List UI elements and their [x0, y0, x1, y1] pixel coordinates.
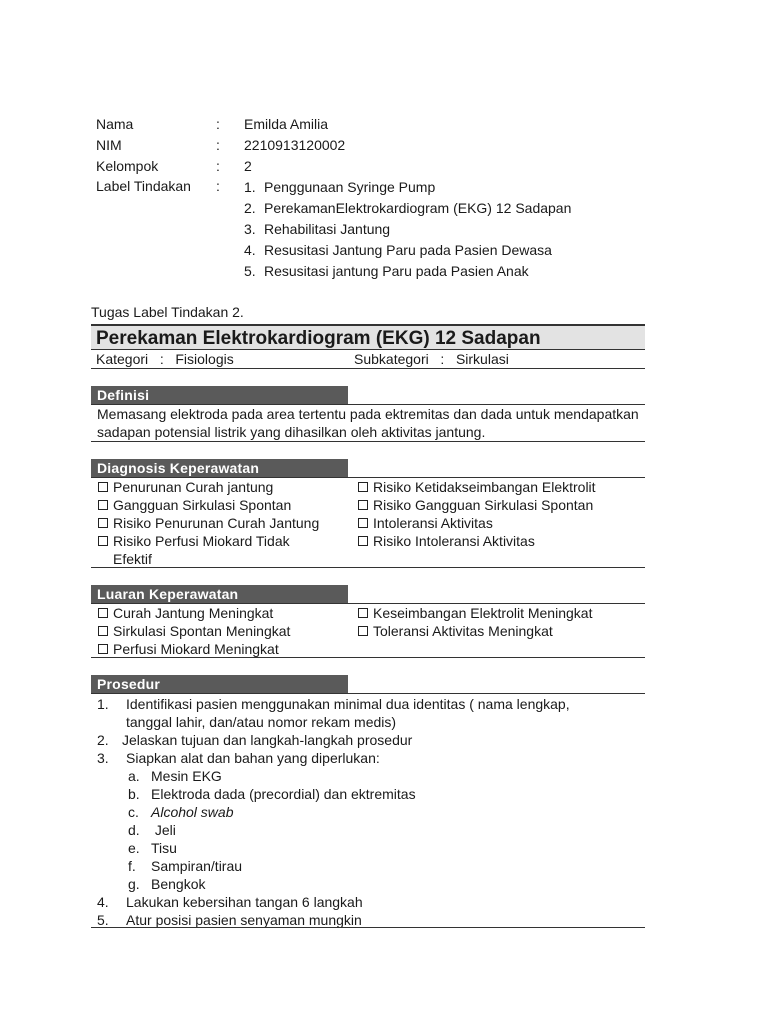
list-number: 1.: [244, 178, 256, 195]
list-item: [244, 197, 656, 218]
name-label: Nama: [96, 115, 134, 132]
procedure-steps: [97, 695, 642, 929]
checkbox-icon: [98, 536, 108, 546]
material-item: [97, 857, 642, 875]
step-number: 2.: [97, 732, 109, 748]
list-text: Resusitasi Jantung Paru pada Pasien Dewasa: [264, 241, 552, 258]
checklist-text: Risiko Gangguan Sirkulasi Spontan: [373, 497, 594, 513]
checklist-item: [97, 622, 357, 640]
checklist-text: Perfusi Miokard Meningkat: [113, 641, 279, 657]
checkbox-icon: [98, 500, 108, 510]
name-value: Emilda Amilia: [244, 115, 329, 132]
student-info: [96, 113, 656, 281]
list-number: 5.: [244, 262, 256, 279]
procedure-title: Perekaman Elektrokardiogram (EKG) 12 Sadapan: [91, 324, 645, 350]
luaran-checklist: [97, 604, 642, 658]
step-text: Siapkan alat dan bahan yang diperlukan:: [126, 750, 380, 766]
list-item: [244, 218, 656, 239]
procedure-step: [97, 731, 642, 749]
nim-row: [96, 134, 656, 155]
list-text: Resusitasi jantung Paru pada Pasien Anak: [264, 262, 529, 279]
actions-row: [96, 176, 656, 281]
list-item: [244, 176, 656, 197]
checkbox-icon: [98, 608, 108, 618]
checklist-text: Risiko Ketidakseimbangan Elektrolit: [373, 479, 596, 495]
material-item: [97, 803, 642, 821]
step-number: 1.: [97, 696, 109, 712]
list-number: 2.: [244, 199, 256, 216]
item-letter: c.: [128, 804, 139, 820]
checkbox-icon: [358, 626, 368, 636]
list-text: Rehabilitasi Jantung: [264, 220, 391, 237]
step-number: 3.: [97, 750, 109, 766]
divider: [91, 657, 645, 658]
list-item: [244, 239, 656, 260]
checkbox-icon: [358, 536, 368, 546]
checkbox-icon: [98, 626, 108, 636]
checklist-item: [97, 532, 357, 568]
item-text: Mesin EKG: [151, 768, 222, 784]
item-text: Elektroda dada (precordial) dan ektremitas: [151, 786, 416, 802]
step-text: Identifikasi pasien menggunakan minimal dua identitas ( nama lengkap, tanggal lahir, dan/atau nomor rekam medis): [126, 696, 570, 730]
list-item: [244, 260, 656, 281]
colon: :: [216, 178, 220, 194]
divider: [91, 927, 645, 928]
checkbox-icon: [98, 518, 108, 528]
checklist-text: Toleransi Aktivitas Meningkat: [373, 623, 553, 639]
colon: :: [216, 157, 220, 174]
checklist-item: [97, 640, 357, 658]
checklist-item: [97, 514, 357, 532]
checklist-item: [97, 478, 357, 496]
checklist-item: [357, 532, 642, 550]
group-value: 2: [244, 157, 252, 174]
definisi-text: Memasang elektroda pada area tertentu pada ektremitas dan dada untuk mendapatkan sadapan potensial listrik yang dihasilkan oleh aktivitas jantung.: [97, 406, 639, 440]
checklist-text: Curah Jantung Meningkat: [113, 605, 274, 621]
checklist-column-right: [357, 604, 642, 658]
divider: [91, 693, 645, 694]
luaran-heading: Luaran Keperawatan: [91, 585, 348, 603]
checklist-column-right: [357, 478, 642, 568]
item-letter: g.: [128, 876, 140, 892]
material-item: [97, 839, 642, 857]
item-text: Sampiran/tirau: [151, 858, 243, 874]
checklist-item: [357, 514, 642, 532]
item-text: Tisu: [151, 840, 177, 856]
prosedur-heading: Prosedur: [91, 675, 348, 693]
category-text: Kategori : Fisiologis: [96, 351, 234, 367]
subcategory-text: Subkategori : Sirkulasi: [354, 351, 509, 367]
checkbox-icon: [98, 482, 108, 492]
checkbox-icon: [358, 482, 368, 492]
colon: :: [216, 115, 220, 132]
item-letter: f.: [128, 858, 136, 874]
step-number: 5.: [97, 912, 109, 928]
checklist-item: [357, 604, 642, 622]
checklist-item: [357, 622, 642, 640]
checklist-column-left: [97, 478, 357, 568]
category-row: [91, 350, 645, 369]
checklist-item: [97, 496, 357, 514]
list-text: Penggunaan Syringe Pump: [264, 178, 436, 195]
checklist-text: Risiko Penurunan Curah Jantung: [113, 515, 320, 531]
step-number: 4.: [97, 894, 109, 910]
actions-label: Label Tindakan: [96, 178, 191, 194]
checklist-text: Sirkulasi Spontan Meningkat: [113, 623, 291, 639]
checklist-text: Gangguan Sirkulasi Spontan: [113, 497, 292, 513]
item-text: Bengkok: [151, 876, 206, 892]
group-row: [96, 155, 656, 176]
divider: [91, 441, 645, 442]
item-letter: d.: [128, 822, 140, 838]
material-item: [97, 767, 642, 785]
checkbox-icon: [98, 644, 108, 654]
procedure-step: [97, 749, 642, 767]
item-letter: e.: [128, 840, 140, 856]
actions-list: [244, 176, 656, 281]
nim-label: NIM: [96, 136, 122, 153]
group-label: Kelompok: [96, 157, 159, 174]
checklist-column-left: [97, 604, 357, 658]
step-text: Jelaskan tujuan dan langkah-langkah prosedur: [122, 732, 413, 748]
procedure-step: [97, 695, 642, 731]
list-number: 3.: [244, 220, 256, 237]
colon: :: [216, 136, 220, 153]
checklist-item: [97, 604, 357, 622]
checklist-text: Keseimbangan Elektrolit Meningkat: [373, 605, 593, 621]
diagnosis-checklist: [97, 478, 642, 568]
divider: [91, 567, 645, 568]
checkbox-icon: [358, 608, 368, 618]
nim-value: 2210913120002: [244, 136, 346, 153]
item-text: Alcohol swab: [151, 804, 234, 820]
checklist-item: [357, 478, 642, 496]
checklist-text: Penurunan Curah jantung: [113, 479, 274, 495]
diagnosis-heading: Diagnosis Keperawatan: [91, 459, 348, 477]
checklist-text: Risiko Intoleransi Aktivitas: [373, 533, 535, 549]
procedure-step: [97, 893, 642, 911]
checkbox-icon: [358, 500, 368, 510]
item-text: Jeli: [151, 822, 176, 838]
item-letter: b.: [128, 786, 140, 802]
item-letter: a.: [128, 768, 140, 784]
list-number: 4.: [244, 241, 256, 258]
step-text: Lakukan kebersihan tangan 6 langkah: [126, 894, 363, 910]
material-item: [97, 785, 642, 803]
material-item: [97, 821, 642, 839]
task-heading: Tugas Label Tindakan 2.: [91, 304, 244, 320]
checklist-item: [357, 496, 642, 514]
step-text: Atur posisi pasien senyaman mungkin: [126, 912, 362, 928]
name-row: [96, 113, 656, 134]
definisi-heading: Definisi: [91, 386, 348, 404]
list-text: PerekamanElektrokardiogram (EKG) 12 Sadapan: [264, 199, 572, 216]
checkbox-icon: [358, 518, 368, 528]
material-item: [97, 875, 642, 893]
checklist-text: Risiko Perfusi Miokard Tidak Efektif: [113, 533, 290, 567]
checklist-text: Intoleransi Aktivitas: [373, 515, 493, 531]
